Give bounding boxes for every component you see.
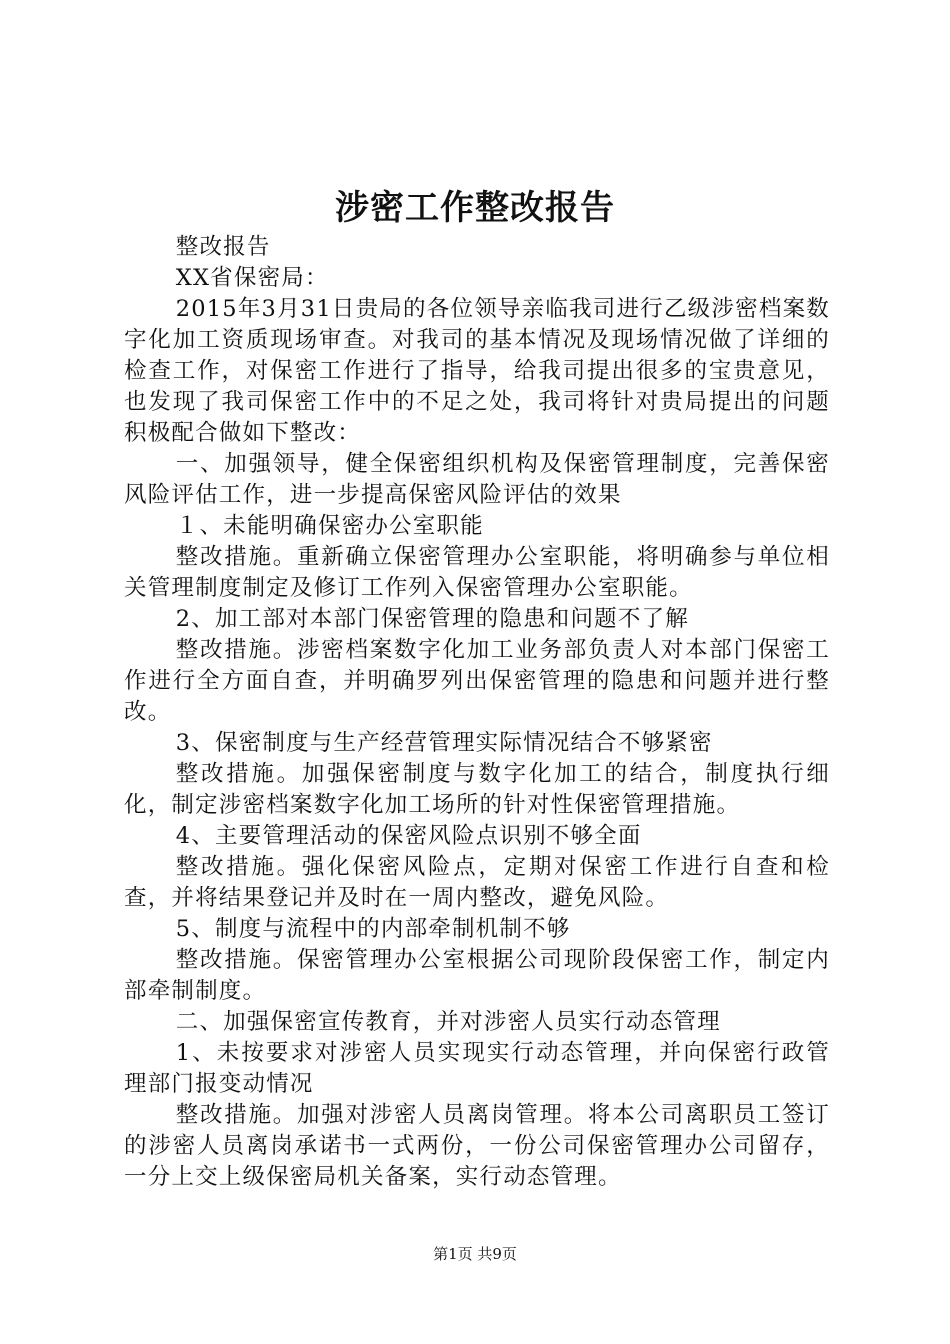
paragraph: 3、保密制度与生产经营管理实际情况结合不够紧密 (175, 730, 713, 756)
document-body (124, 232, 830, 1193)
paragraph: 整改措施。加强保密制度与数字化加工的结合，制度执行细化，制定涉密档案数字化加工场所的针对性保密管理措施。 (124, 761, 830, 818)
paragraph: 一、加强领导，健全保密组织机构及保密管理制度，完善保密风险评估工作，进一步提高保密风险评估的效果 (124, 451, 830, 508)
paragraph: 整改措施。涉密档案数字化加工业务部负责人对本部门保密工作进行全方面自查，并明确罗列出保密管理的隐患和问题并进行整改。 (124, 637, 830, 725)
paragraph: 整改措施。保密管理办公室根据公司现阶段保密工作，制定内部牵制制度。 (124, 947, 830, 1004)
page-footer: 第1页 共9页 (433, 1245, 517, 1263)
paragraph: 2、加工部对本部门保密管理的隐患和问题不了解 (175, 606, 689, 632)
paragraph: 二、加强保密宣传教育，并对涉密人员实行动态管理 (175, 1009, 721, 1035)
paragraph: 整改措施。强化保密风险点，定期对保密工作进行自查和检查，并将结果登记并及时在一周内整改，避免风险。 (124, 854, 830, 911)
document-title: 涉密工作整改报告 (335, 188, 615, 228)
paragraph: 5、制度与流程中的内部牵制机制不够 (175, 916, 571, 942)
paragraph: 整改措施。重新确立保密管理办公室职能，将明确参与单位相关管理制度制定及修订工作列入保密管理办公室职能。 (124, 544, 830, 601)
paragraph: １、未能明确保密办公室职能 (175, 513, 484, 539)
paragraph: 2015年3月31日贵局的各位领导亲临我司进行乙级涉密档案数字化加工资质现场审查。对我司的基本情况及现场情况做了详细的检查工作，对保密工作进行了指导，给我司提出很多的宝贵意见，也发现了我司保密工作中的不足之处，我司将针对贵局提出的问题积极配合做如下整改： (124, 296, 830, 446)
paragraph: 4、主要管理活动的保密风险点识别不够全面 (175, 823, 642, 849)
paragraph: 1、未按要求对涉密人员实现实行动态管理，并向保密行政管理部门报变动情况 (124, 1040, 830, 1097)
paragraph: 整改报告 (175, 234, 271, 260)
paragraph: XX省保密局： (175, 265, 329, 291)
paragraph: 整改措施。加强对涉密人员离岗管理。将本公司离职员工签订的涉密人员离岗承诺书一式两份，一份公司保密管理办公司留存，一分上交上级保密局机关备案，实行动态管理。 (124, 1102, 830, 1190)
